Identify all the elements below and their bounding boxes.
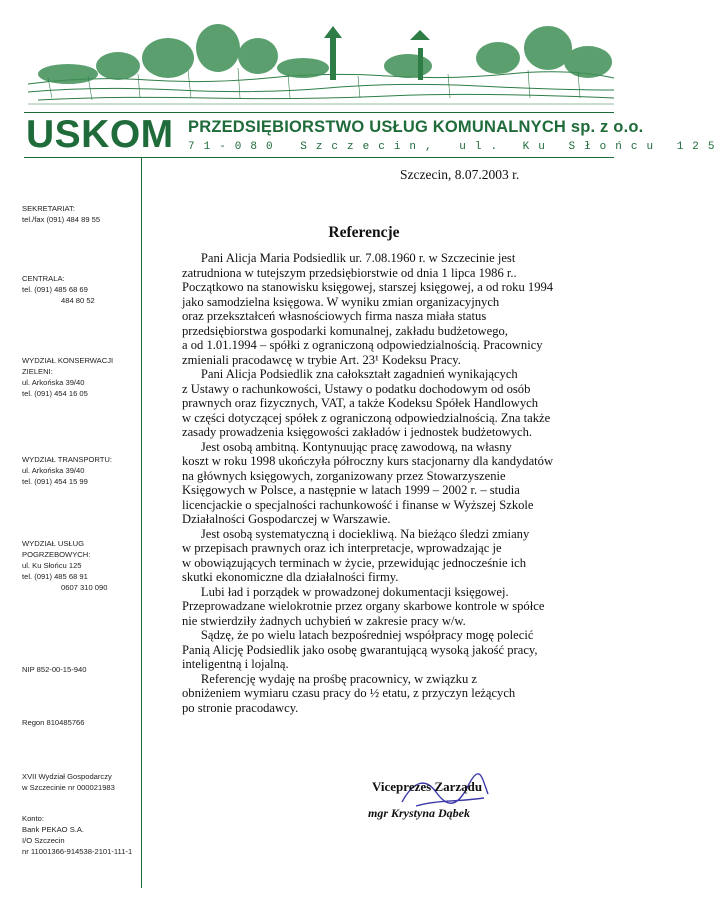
letter-line: Jest osobą ambitną. Kontynuując pracę zawodową, na własny — [182, 439, 512, 454]
sidebar-line: ul. Arkońska 39/40 — [22, 466, 85, 475]
sidebar-line: tel. (091) 454 15 99 — [22, 477, 88, 486]
letter-body — [182, 251, 554, 715]
letter-line: w obowiązujących terminach w życie, przewidując jednocześnie ich — [182, 555, 527, 570]
sidebar-line: NIP 852-00-15-940 — [22, 665, 87, 674]
letter-line: po stronie pracodawcy. — [182, 700, 299, 715]
letter-line: Panią Alicję Podsiedlik jako osobę gwarantującą wysoką jakość pracy, — [182, 642, 538, 657]
letter-line: koszt w roku 1998 ukończyła półroczny kurs stacjonarny dla kandydatów — [182, 454, 554, 468]
address-street-2: Słońcu — [568, 141, 663, 153]
address-number: 125 — [676, 141, 724, 153]
letter-title: Referencje — [328, 224, 400, 241]
company-name: PRZEDSIĘBIORSTWO USŁUG KOMUNALNYCH sp. z o.o. — [188, 118, 644, 136]
letter-line: zmieniali pracodawcę w trybie Art. 23¹ Kodeksu Pracy. — [182, 352, 461, 367]
sidebar-line: tel. (091) 485 68 69 — [22, 285, 88, 294]
sidebar-line: ZIELENI: — [22, 367, 53, 376]
sidebar-line: Bank PEKAO S.A. — [22, 825, 85, 834]
sidebar-bank-account — [22, 813, 142, 857]
sidebar-line: ul. Ku Słońcu 125 — [22, 561, 82, 570]
sidebar-line: tel. (091) 485 68 91 — [22, 572, 88, 581]
letter-line: zatrudniona w tutejszym przedsiębiorstwie od dnia 1 lipca 1986 r.. — [182, 265, 517, 280]
sidebar-line: ul. Arkońska 39/40 — [22, 378, 85, 387]
signatory-name: mgr Krystyna Dąbek — [368, 806, 470, 820]
letter-line: inteligentną i lojalną. — [182, 657, 289, 671]
header-rule-bottom — [24, 157, 614, 158]
letter-line: oraz przekształceń własnościowych firma nasza miała status — [182, 309, 487, 323]
sidebar-court-register — [22, 771, 142, 793]
letter-line: w części dotyczącej spółek z ograniczoną odpowiedzialnością. Zna także — [182, 410, 551, 425]
sidebar-line: WYDZIAŁ USŁUG — [22, 539, 85, 548]
letter-line: jako samodzielna księgowa. W wyniku zmian organizacyjnych — [182, 294, 500, 309]
letter-line: Lubi ład i porządek w prowadzonej dokumentacji księgowej. — [182, 584, 509, 599]
letter-line: Działalności Gospodarczej w Warszawie. — [182, 512, 391, 526]
sidebar-switchboard — [22, 273, 142, 306]
company-logo: USKOM — [26, 113, 174, 156]
letter-line: skutki ekonomiczne dla działalności firmy. — [182, 570, 399, 584]
sidebar-transport-dept — [22, 454, 142, 487]
letter-line: z Ustawy o rachunkowości, Ustawy o podatku dochodowym od osób — [182, 381, 531, 396]
sidebar-line: CENTRALA: — [22, 274, 65, 283]
letter-line: zasady prowadzenia księgowości zakładów i jednostek budżetowych. — [182, 425, 533, 439]
sidebar-line: tel. (091) 454 16 05 — [22, 389, 88, 398]
sidebar-line: 0607 310 090 — [61, 583, 108, 592]
sidebar-regon — [22, 717, 142, 728]
sidebar-greenery-dept — [22, 355, 142, 399]
letter-line: a od 1.01.1994 – spółki z ograniczoną odpowiedzialnością. Pracownicy — [182, 338, 543, 352]
sidebar-line: XVII Wydział Gospodarczy — [22, 772, 112, 781]
address-postcode: 71-080 — [188, 141, 282, 153]
sidebar-nip — [22, 664, 142, 675]
letter-line: Sądzę, że po wielu latach bezpośredniej współpracy mogę polecić — [182, 628, 534, 642]
letter-line: licencjackie o specjalności rachunkowość i finanse w Wyższej Szkole — [182, 497, 534, 512]
letter-line: Pani Alicja Podsiedlik zna całokształt zagadnień wynikających — [182, 367, 518, 381]
sidebar-line: WYDZIAŁ KONSERWACJI — [22, 356, 114, 365]
sidebar-line: 484 80 52 — [61, 296, 95, 305]
letter-line: przedsiębiorstwa gospodarki komunalnej, zakładu budżetowego, — [182, 323, 508, 338]
address-street-prefix: ul. — [459, 141, 507, 153]
sidebar-line: nr 11001366-914538-2101-111-1 — [22, 847, 133, 856]
letter-line: Pani Alicja Maria Podsiedlik ur. 7.08.1960 r. w Szczecinie jest — [182, 251, 516, 265]
letter-line: nie stwierdziły żadnych uchybień w zakresie pracy w/w. — [182, 613, 466, 628]
company-address — [188, 141, 724, 153]
sidebar-line: w Szczecinie nr 000021983 — [22, 783, 115, 792]
letter-line: Referencję wydaję na prośbę pracownicy, w związku z — [182, 671, 478, 686]
letter-line: na głównych księgowych, zorganizowany przez Stowarzyszenie — [182, 468, 506, 483]
sidebar-line: Regon 810485766 — [22, 718, 85, 727]
sidebar-line: tel./fax (091) 484 89 55 — [22, 215, 101, 224]
letter-line: Księgowych w Polsce, a następnie w latach 1999 – 2002 r. – studia — [182, 483, 520, 497]
sidebar-funeral-dept — [22, 538, 142, 593]
letter-line: prawnych oraz fizycznych, VAT, a także Kodeksu Spółek Handlowych — [182, 396, 539, 410]
sidebar-line: SEKRETARIAT: — [22, 204, 75, 213]
sidebar-line: POGRZEBOWYCH: — [22, 550, 91, 559]
letter-line: Początkowo na stanowisku księgowej, starszej księgowej, a od roku 1994 — [182, 280, 554, 294]
sidebar-line: Konto: — [22, 814, 44, 823]
header-landscape-illustration — [28, 18, 614, 110]
letter-line: obniżeniem wymiaru czasu pracy do ½ etatu, z przyczyn leżących — [182, 686, 516, 700]
sidebar-secretariat — [22, 203, 142, 225]
sidebar-line: I/O Szczecin — [22, 836, 65, 845]
address-street-1: Ku — [522, 141, 554, 153]
letter-line: w przepisach prawnych oraz ich interpretacje, wprowadzając je — [182, 541, 502, 555]
letter-line: Przeprowadzane wielokrotnie przez organy skarbowe kontrole w spółce — [182, 599, 545, 613]
address-city: Szczecin, — [300, 141, 441, 153]
letter-line: Jest osobą systematyczną i dociekliwą. Na bieżąco śledzi zmiany — [182, 526, 530, 541]
letter-date: Szczecin, 8.07.2003 r. — [400, 167, 520, 182]
sidebar-line: WYDZIAŁ TRANSPORTU: — [22, 455, 113, 464]
signatory-role: Viceprezes Zarządu — [372, 779, 483, 794]
